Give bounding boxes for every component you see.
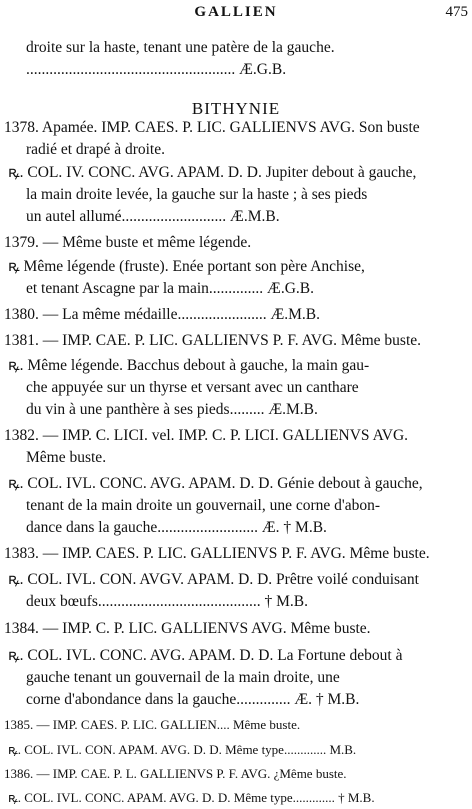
page-number: 475 <box>445 4 468 20</box>
text-line: ꝶ. Même légende. Bacchus debout à gauche, la main gau- <box>8 357 370 374</box>
text-line: un autel allumé........................... Æ.M.B. <box>26 208 280 225</box>
text-line: ꝶ. COL. IVL. CON. AVGV. APAM. D. D. Prêtre voilé conduisant <box>8 571 419 588</box>
text-line: corne d'abondance dans la gauche.............. Æ. † M.B. <box>26 691 360 708</box>
text-line: la main droite levée, la gauche sur la haste ; à ses pieds <box>26 186 368 203</box>
text-line: ꝶ. COL. IVL. CONC. AVG. APAM. D. D. La Fortune debout à <box>8 647 403 664</box>
text-line: ꝶ. COL. IV. CONC. AVG. APAM. D. D. Jupiter debout à gauche, <box>8 164 417 181</box>
text-line: ꝶ Même légende (fruste). Enée portant son père Anchise, <box>8 258 365 275</box>
text-line: radié et drapé à droite. <box>26 141 165 158</box>
text-line: dance dans la gauche.......................... Æ. † M.B. <box>26 519 327 536</box>
text-line: et tenant Ascagne par la main.............. Æ.G.B. <box>26 280 314 297</box>
running-title: GALLIEN <box>194 4 278 20</box>
text-line: ꝶ. COL. IVL. CON. APAM. AVG. D. D. Même type............. M.B. <box>8 742 357 757</box>
text-line: Même buste. <box>26 449 107 466</box>
text-line: deux bœufs.......................................... † M.B. <box>26 593 309 610</box>
text-line: 1385. — IMP. CAES. P. LIC. GALLIEN.... Même buste. <box>4 717 301 732</box>
text-line: ꝶ. COL. IVL. CONC. APAM. AVG. D. D. Même type............. † M.B. <box>8 790 375 805</box>
text-line: 1381. — IMP. CAE. P. LIC. GALLIENVS P. F. AVG. Même buste. <box>4 332 422 349</box>
text-line: tenant de la main droite un gouvernail, une corne d'abon- <box>26 497 381 514</box>
text-line: 1384. — IMP. C. P. LIC. GALLIENVS AVG. Même buste. <box>4 620 371 637</box>
text-line: 1378. Apamée. IMP. CAES. P. LIC. GALLIENVS AVG. Son buste <box>4 119 420 136</box>
text-line: droite sur la haste, tenant une patère de la gauche. <box>26 39 335 56</box>
text-line: du vin à une panthère à ses pieds......... Æ.M.B. <box>26 401 318 418</box>
text-line: 1379. — Même buste et même légende. <box>4 234 252 251</box>
page-header <box>0 4 472 26</box>
text-line: che appuyée sur un thyrse et versant avec un canthare <box>26 379 359 396</box>
text-line: gauche tenant un gouvernail de la main droite, une <box>26 669 340 686</box>
text-line: ꝶ. COL. IVL. CONC. AVG. APAM. D. D. Génie debout à gauche, <box>8 475 423 492</box>
section-heading: BITHYNIE <box>191 99 281 118</box>
text-line: 1382. — IMP. C. LICI. vel. IMP. C. P. LICI. GALLIENVS AVG. <box>4 427 409 444</box>
text-line: 1386. — IMP. CAE. P. L. GALLIENVS P. F. AVG. ¿Même buste. <box>4 766 347 781</box>
text-line: 1380. — La même médaille....................... Æ.M.B. <box>4 306 320 323</box>
text-line: 1383. — IMP. CAES. P. LIC. GALLIENVS P. F. AVG. Même buste. <box>4 545 430 562</box>
text-line: ...................................................... Æ.G.B. <box>26 61 287 78</box>
